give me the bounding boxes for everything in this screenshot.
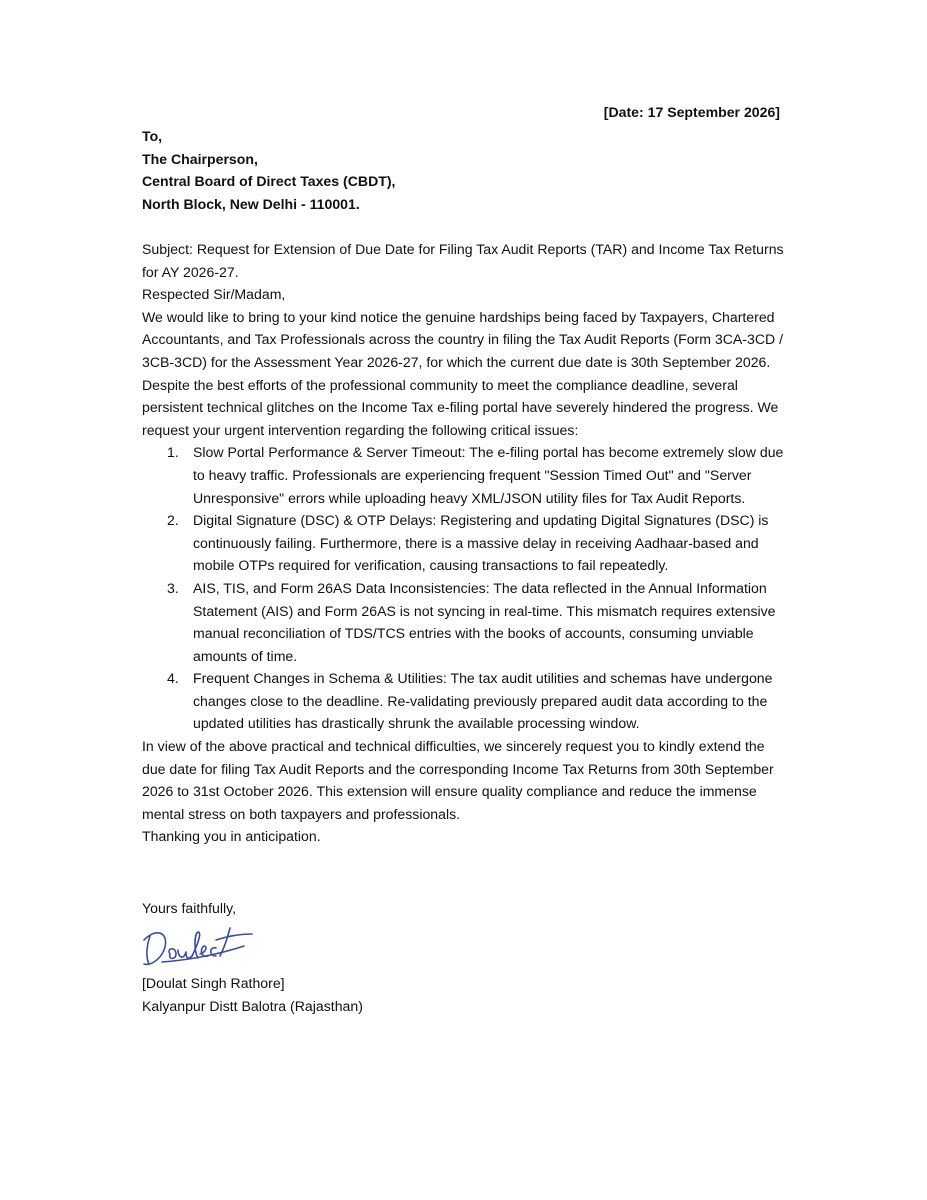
letter-date: [Date: 17 September 2026] xyxy=(603,104,780,120)
addressee-line: The Chairperson, xyxy=(142,150,258,167)
addressee-line: North Block, New Delhi - 110001. xyxy=(142,195,360,212)
subject-line: Subject: Request for Extension of Due Date for Filing Tax Audit Reports (TAR) and Income Tax Returns for AY 2026-27. xyxy=(142,241,784,280)
signer-address: Kalyanpur Distt Balotra (Rajasthan) xyxy=(142,997,363,1014)
addressee-block xyxy=(142,125,395,215)
list-item xyxy=(142,667,787,735)
list-item-text: Digital Signature (DSC) & OTP Delays: Registering and updating Digital Signatures (DSC) is continuously failing. Furthermore, there is a massive delay in receiving Aadhaar-based and mobile OTPs required for verification, causing transactions to fail repeatedly. xyxy=(193,512,769,574)
list-item-text: Slow Portal Performance & Server Timeout: The e-filing portal has become extremely slow due to heavy traffic. Professionals are experiencing frequent "Session Timed Out" and "Server Unresponsive" errors while uploading heavy XML/JSON utility files for Tax Audit Reports. xyxy=(193,444,784,506)
list-item xyxy=(142,577,787,667)
signer-name: [Doulat Singh Rathore] xyxy=(142,975,285,991)
issues-list xyxy=(142,441,787,735)
list-item-number: 2. xyxy=(167,512,179,529)
addressee-line: To, xyxy=(142,128,163,144)
handwritten-signature xyxy=(140,918,258,974)
list-item-text: Frequent Changes in Schema & Utilities: The tax audit utilities and schemas have undergone changes close to the deadline. Re-validating previously prepared audit data according to the updated utilities has drastically shrunk the available processing window. xyxy=(193,670,773,732)
closing-line: Yours faithfully, xyxy=(142,900,237,916)
letter-body xyxy=(142,238,787,848)
thanks-line: Thanking you in anticipation. xyxy=(142,828,321,845)
addressee-line: Central Board of Direct Taxes (CBDT), xyxy=(142,173,396,190)
intro-paragraph: We would like to bring to your kind notice the genuine hardships being faced by Taxpayers, Chartered Accountants, and Tax Professionals across the country in filing the Tax Audit Reports (Form 3CA-3CD / 3CB-3CD) for the Assessment Year 2026-27, for which the current due date is 30th September 2026. Despite the best efforts of the professional community to meet the compliance deadline, several persistent technical glitches on the Income Tax e-filing portal have severely hindered the progress. We request your urgent intervention regarding the following critical issues: xyxy=(142,308,784,438)
list-item-number: 4. xyxy=(167,670,179,687)
list-item xyxy=(142,509,787,577)
list-item xyxy=(142,441,787,509)
request-paragraph: In view of the above practical and technical difficulties, we sincerely request you to kindly extend the due date for filing Tax Audit Reports and the corresponding Income Tax Returns from 30th September 2026 to 31st October 2026. This extension will ensure quality compliance and reduce the immense mental stress on both taxpayers and professionals. xyxy=(142,738,774,822)
list-item-number: 3. xyxy=(167,579,179,596)
list-item-text: AIS, TIS, and Form 26AS Data Inconsistencies: The data reflected in the Annual Information Statement (AIS) and Form 26AS is not syncing in real-time. This mismatch requires extensive manual reconciliation of TDS/TCS entries with the books of accounts, consuming unviable amounts of time. xyxy=(193,579,776,664)
salutation: Respected Sir/Madam, xyxy=(142,286,286,303)
list-item-number: 1. xyxy=(167,444,179,461)
signer-block xyxy=(142,972,363,1017)
